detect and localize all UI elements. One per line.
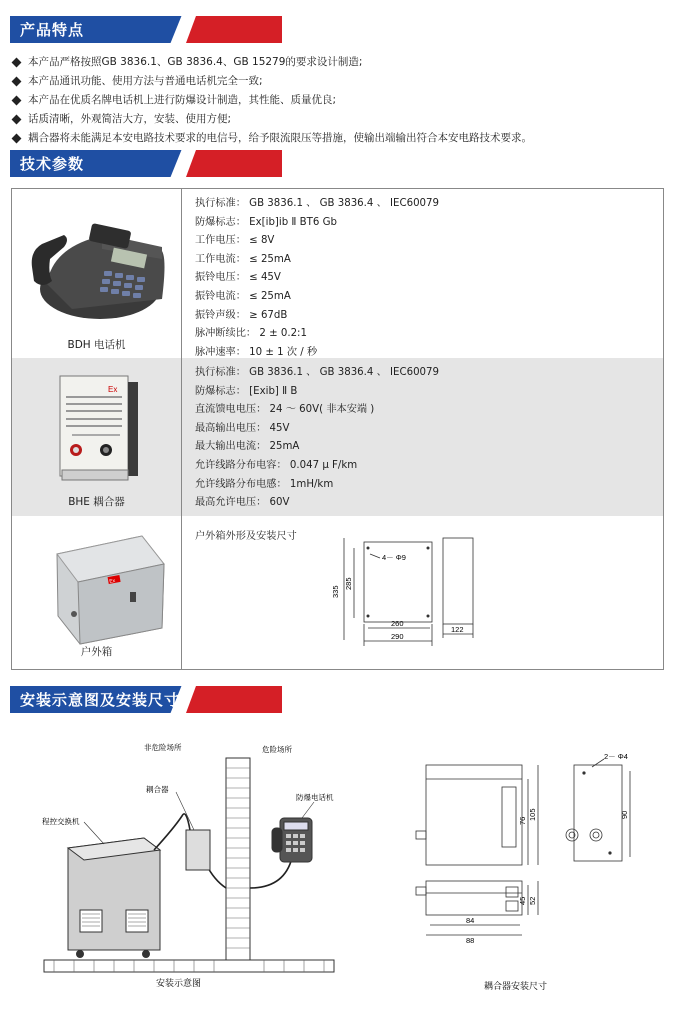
hole-label: 2－ Φ4 xyxy=(604,752,628,761)
spec-line: 防爆标志： [Exib] Ⅱ B xyxy=(195,385,298,397)
drawing-caption: 耦合器安装尺寸 xyxy=(484,981,548,991)
section-header-install xyxy=(10,686,282,713)
spec-line: 脉冲断续比： 2 ± 0.2:1 xyxy=(195,328,307,340)
spec-line: 工作电流： ≤ 25mA xyxy=(195,253,291,265)
spec-list xyxy=(195,364,439,513)
list-item: 本产品在优质名牌电话机上进行防爆设计制造，其性能、质量优良; xyxy=(10,91,670,110)
dimension-label: 45 xyxy=(518,896,527,905)
dimension-label: 76 xyxy=(518,816,527,825)
installation-diagram xyxy=(34,738,344,988)
section-header-specs xyxy=(10,150,282,177)
section-title: 安装示意图及安装尺寸 xyxy=(20,691,181,709)
diagram-caption: 安装示意图 xyxy=(156,978,202,988)
hazard-area-label: 危险场所 xyxy=(262,745,292,754)
coupler-label: 耦合器 xyxy=(146,785,169,794)
table-row xyxy=(12,189,663,359)
dimension-label: 285 xyxy=(344,577,353,590)
product-image-cell xyxy=(12,358,182,516)
spec-line: 直流馈电电压： 24 ～ 60V( 非本安端 ) xyxy=(195,404,375,416)
spec-table xyxy=(11,188,664,670)
list-item: 耦合器将未能满足本安电路技术要求的电信号，给予限流限压等措施，使输出端输出符合本安电路技术要求。 xyxy=(10,129,670,148)
section-title: 技术参数 xyxy=(20,155,85,173)
ex-mark: Ex xyxy=(108,385,118,394)
spec-line: 执行标准： GB 3836.1 、 GB 3836.4 、 IEC60079 xyxy=(195,198,440,209)
spec-line: 执行标准： GB 3836.1 、 GB 3836.4 、 IEC60079 xyxy=(195,367,440,378)
product-caption: BDH 电话机 xyxy=(67,339,126,351)
dimension-label: 52 xyxy=(528,896,537,905)
diamond-bullet-icon xyxy=(12,134,22,144)
ex-phone-label: 防爆电话机 xyxy=(296,793,334,802)
dimension-label: 84 xyxy=(466,916,475,925)
spec-line: 防爆标志： Ex[ib]ib Ⅱ BT6 Gb xyxy=(195,216,337,228)
outdoor-box-dimension-drawing xyxy=(330,528,500,658)
dimension-label: 290 xyxy=(391,632,404,641)
ex-mark: Ex xyxy=(108,577,116,585)
coupler-dimension-drawing xyxy=(404,745,644,995)
spec-line: 最高输出电压： 45V xyxy=(195,422,290,434)
hole-label: 4－ Φ9 xyxy=(382,553,406,562)
spec-line: 户外箱外形及安装尺寸 xyxy=(195,531,297,542)
diamond-bullet-icon xyxy=(12,115,22,125)
product-caption: 户外箱 xyxy=(80,646,113,658)
dimension-label: 260 xyxy=(391,619,404,628)
list-item: 话质清晰，外观简洁大方，安装、使用方便; xyxy=(10,110,670,129)
spec-line: 最高允许电压： 60V xyxy=(195,497,290,509)
spec-line: 脉冲速率： 10 ± 1 次 / 秒 xyxy=(195,346,318,358)
spec-list xyxy=(195,195,439,362)
telephone-image xyxy=(12,189,181,358)
product-image-cell xyxy=(12,516,182,669)
dimension-label: 88 xyxy=(466,936,475,945)
diamond-bullet-icon xyxy=(12,58,22,68)
table-row xyxy=(12,516,663,669)
spec-line: 工作电压： ≤ 8V xyxy=(195,235,275,247)
list-item: 本产品严格按照GB 3836.1、GB 3836.4、GB 15279的要求设计制造; xyxy=(10,53,670,72)
feature-list xyxy=(10,53,670,148)
dimension-label: 335 xyxy=(331,585,340,598)
table-row xyxy=(12,358,663,517)
non-hazard-area-label: 非危险场所 xyxy=(144,743,182,752)
diamond-bullet-icon xyxy=(12,77,22,87)
spec-line: 允许线路分布电容： 0.047 μ F/km xyxy=(195,459,358,471)
switch-label: 程控交换机 xyxy=(42,817,80,826)
spec-line: 振铃声级： ≥ 67dB xyxy=(195,309,288,321)
product-image-cell xyxy=(12,189,182,358)
list-item: 本产品通讯功能、使用方法与普通电话机完全一致; xyxy=(10,72,670,91)
diamond-bullet-icon xyxy=(12,96,22,106)
product-caption: BHE 耦合器 xyxy=(68,496,125,508)
coupler-image xyxy=(12,358,181,516)
spec-line: 最大输出电流： 25mA xyxy=(195,441,300,453)
dimension-label: 105 xyxy=(528,808,537,821)
dimension-label: 122 xyxy=(451,625,464,634)
spec-list xyxy=(195,528,297,547)
section-title: 产品特点 xyxy=(20,21,85,39)
spec-line: 振铃电流： ≤ 25mA xyxy=(195,290,291,302)
spec-line: 振铃电压： ≤ 45V xyxy=(195,272,281,284)
spec-line: 允许线路分布电感： 1mH/km xyxy=(195,478,334,490)
section-header-features xyxy=(10,16,282,43)
dimension-label: 90 xyxy=(620,810,629,819)
